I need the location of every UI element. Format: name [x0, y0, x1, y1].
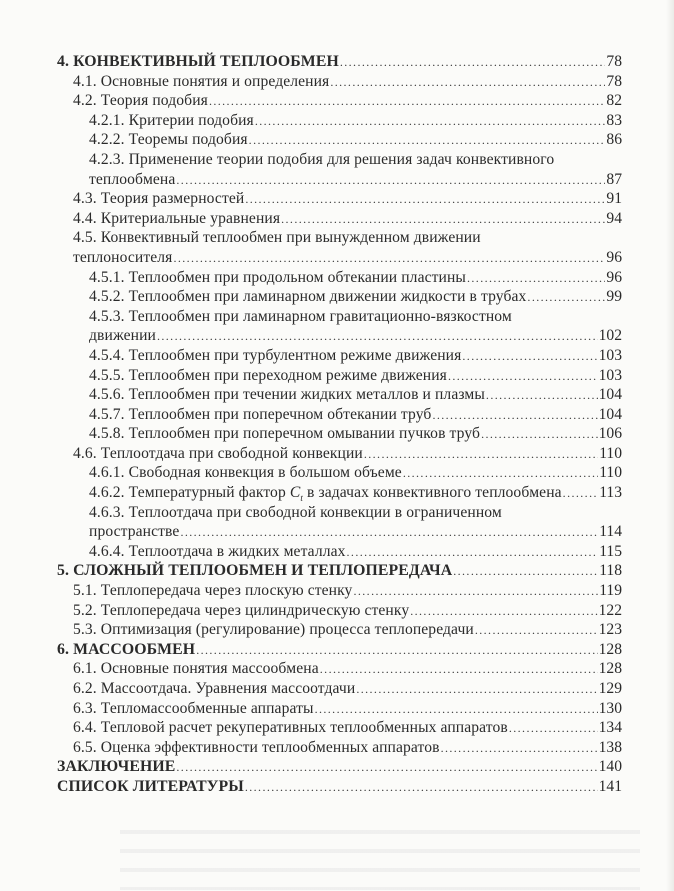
toc-subsection[interactable] — [0, 268, 674, 288]
dot-leader — [448, 367, 598, 387]
toc-page-number: 96 — [606, 248, 622, 266]
table-of-contents — [0, 52, 674, 797]
dot-leader — [486, 386, 598, 406]
dot-leader — [509, 719, 598, 739]
toc-entry — [73, 699, 622, 720]
toc-page-number: 123 — [598, 621, 622, 639]
toc-entry — [73, 601, 622, 622]
toc-page-number: 130 — [598, 699, 622, 717]
toc-title: 6.4. Тепловой расчет рекуперативных теплообменных аппаратов — [73, 719, 508, 737]
toc-title: 4.5.8. Теплообмен при поперечном омывании пучков труб — [89, 425, 481, 443]
toc-page-number: 82 — [606, 92, 622, 110]
toc-section[interactable] — [0, 601, 674, 621]
toc-chapter[interactable] — [0, 640, 674, 660]
toc-entry — [73, 228, 622, 248]
toc-section[interactable] — [0, 209, 674, 229]
dot-leader — [330, 73, 605, 93]
dot-leader — [340, 53, 606, 73]
toc-title: СПИСОК ЛИТЕРАТУРЫ — [57, 777, 244, 795]
toc-title: 4.6.3. Теплоотдача при свободной конвекции в ограниченном — [89, 503, 502, 521]
toc-page-number: 138 — [598, 738, 622, 756]
toc-section[interactable] — [0, 620, 674, 640]
toc-page-number: 96 — [606, 268, 622, 286]
toc-entry — [73, 72, 622, 93]
toc-entry — [73, 189, 622, 210]
toc-entry — [73, 444, 622, 465]
toc-page-number: 110 — [599, 444, 622, 462]
toc-entry — [89, 522, 622, 543]
toc-title: 5.2. Теплопередача через цилиндрическую стенку — [73, 601, 410, 619]
toc-page-number: 87 — [606, 170, 622, 188]
dot-leader — [441, 739, 598, 759]
toc-entry — [89, 424, 622, 445]
toc-title: 4.5.3. Теплообмен при ламинарном гравитационно-вязкостном — [89, 307, 512, 325]
toc-chapter[interactable] — [0, 52, 674, 72]
toc-entry — [73, 91, 622, 112]
variable-ct: $C_t$ — [289, 484, 303, 504]
toc-subsection[interactable] — [0, 346, 674, 366]
toc-subsection[interactable] — [0, 366, 674, 386]
toc-title: 6.1. Основные понятия массообмена — [73, 660, 319, 678]
toc-subsection[interactable] — [0, 424, 674, 444]
toc-section[interactable] — [0, 699, 674, 719]
toc-subsection-continuation[interactable] — [0, 326, 674, 346]
toc-title: ЗАКЛЮЧЕНИЕ — [57, 758, 176, 776]
toc-title: 4.5.7. Теплообмен при поперечном обтекании труб — [89, 405, 432, 423]
dot-leader — [281, 210, 605, 230]
dot-leader — [176, 758, 597, 778]
dot-leader — [410, 602, 597, 622]
toc-page-number: 115 — [599, 542, 622, 560]
toc-subsection[interactable] — [0, 130, 674, 150]
dot-leader — [462, 347, 597, 367]
toc-chapter[interactable] — [0, 777, 674, 797]
toc-entry — [57, 52, 622, 73]
toc-page-number: 83 — [606, 111, 622, 129]
dot-leader — [403, 464, 598, 484]
toc-section[interactable] — [0, 444, 674, 464]
toc-section[interactable] — [0, 679, 674, 699]
toc-page-number: 106 — [598, 425, 622, 443]
toc-title: 4.5.2. Теплообмен при ламинарном движении жидкости в трубах — [89, 288, 527, 306]
toc-entry — [89, 385, 622, 406]
toc-title: 4.6. Теплоотдача при свободной конвекции — [73, 444, 363, 462]
toc-section[interactable] — [0, 718, 674, 738]
toc-title: 5.3. Оптимизация (регулирование) процесса теплопередачи — [73, 621, 474, 639]
toc-title: теплообмена — [89, 170, 176, 188]
toc-entry — [89, 326, 622, 347]
toc-page-number: 140 — [598, 758, 622, 776]
toc-chapter[interactable] — [0, 757, 674, 777]
toc-page-number: 113 — [599, 484, 622, 502]
toc-section[interactable] — [0, 189, 674, 209]
toc-title: 6.5. Оценка эффективности теплообменных аппаратов — [73, 738, 440, 756]
dot-leader — [209, 92, 605, 112]
toc-title: 4.1. Основные понятия и определения — [73, 72, 330, 90]
toc-entry — [89, 268, 622, 289]
toc-title: 4.5.4. Теплообмен при турбулентном режиме движения — [89, 346, 462, 364]
toc-section[interactable] — [0, 72, 674, 92]
toc-title: 4.2.2. Теоремы подобия — [89, 131, 248, 149]
toc-page-number: 103 — [598, 346, 622, 364]
dot-leader — [157, 327, 598, 347]
toc-subsection-continuation[interactable] — [0, 170, 674, 190]
toc-page-number: 119 — [599, 582, 622, 600]
toc-entry — [73, 659, 622, 680]
toc-page-number: 141 — [598, 777, 622, 795]
toc-page-number: 78 — [606, 53, 622, 70]
toc-entry — [89, 346, 622, 367]
toc-page-number: 78 — [606, 72, 622, 90]
toc-section[interactable] — [0, 659, 674, 679]
toc-entry — [89, 463, 622, 484]
toc-entry — [57, 561, 622, 582]
dot-leader — [196, 641, 597, 661]
toc-page-number: 104 — [598, 405, 622, 423]
toc-title: 4.2.3. Применение теории подобия для решения задач конвективного — [89, 150, 555, 168]
toc-title: 4.2.1. Критерии подобия — [89, 111, 254, 129]
toc-entry — [73, 620, 622, 641]
toc-title: 4.6.1. Свободная конвекция в большом объеме — [89, 464, 402, 482]
toc-title: 5.1. Теплопередача через плоскую стенку — [73, 582, 353, 600]
toc-title: 4.5.5. Теплообмен при переходном режиме движения — [89, 366, 447, 384]
toc-title: 4.6.2. Температурный фактор $C_t$ в задачах конвективного теплообмена — [89, 484, 562, 504]
dot-leader — [315, 700, 598, 720]
toc-entry — [89, 111, 622, 132]
toc-title: 4.2. Теория подобия — [73, 92, 208, 110]
toc-page-number: 128 — [598, 640, 622, 658]
toc-title: 6. МАССООБМЕН — [57, 640, 196, 658]
toc-subsection[interactable] — [0, 503, 674, 523]
toc-subsection[interactable] — [0, 385, 674, 405]
toc-entry — [89, 307, 622, 327]
dot-leader — [527, 288, 605, 308]
toc-title: пространстве — [89, 523, 180, 541]
toc-title: 4.6.4. Теплоотдача в жидких металлах — [89, 542, 346, 560]
dot-leader — [249, 131, 606, 151]
toc-entry — [73, 248, 622, 269]
toc-page-number: 102 — [598, 327, 622, 345]
toc-entry — [89, 130, 622, 151]
toc-entry — [57, 777, 622, 798]
toc-entry — [57, 757, 622, 778]
toc-entry — [73, 738, 622, 759]
dot-leader — [453, 562, 598, 582]
toc-subsection[interactable] — [0, 150, 674, 170]
toc-title: 6.2. Массоотдача. Уравнения массоотдачи — [73, 680, 356, 697]
toc-entry — [73, 209, 622, 230]
toc-subsection[interactable] — [0, 307, 674, 327]
toc-page-number: 103 — [598, 366, 622, 384]
toc-title: движении — [89, 327, 156, 345]
toc-entry — [89, 150, 622, 170]
toc-page-number: 94 — [606, 209, 622, 227]
toc-page-number: 104 — [598, 386, 622, 404]
toc-page-number: 129 — [598, 680, 622, 697]
toc-title: 4.5.6. Теплообмен при течении жидких металлов и плазмы — [89, 386, 485, 404]
toc-title: 4.3. Теория размерностей — [73, 190, 245, 208]
dot-leader — [467, 269, 605, 289]
toc-title: 4. КОНВЕКТИВНЫЙ ТЕПЛООБМЕН — [57, 53, 339, 70]
toc-subsection[interactable] — [0, 463, 674, 483]
toc-subsection-continuation[interactable] — [0, 522, 674, 542]
toc-subsection[interactable] — [0, 483, 674, 503]
toc-subsection[interactable] — [0, 287, 674, 307]
toc-entry — [73, 718, 622, 739]
toc-entry — [89, 366, 622, 387]
dot-leader — [356, 680, 597, 700]
dot-leader — [180, 523, 598, 543]
toc-page-number: 128 — [598, 660, 622, 678]
dot-leader — [475, 621, 598, 641]
dot-leader — [245, 190, 605, 210]
dot-leader — [353, 582, 598, 602]
bleed-through-text — [120, 820, 640, 890]
dot-leader — [320, 660, 598, 680]
toc-entry — [89, 170, 622, 191]
toc-title: 4.4. Критериальные уравнения — [73, 209, 281, 227]
toc-page-number: 110 — [599, 464, 622, 482]
toc-section-continuation[interactable] — [0, 248, 674, 268]
toc-section[interactable] — [0, 228, 674, 248]
toc-entry — [73, 679, 622, 700]
toc-entry — [89, 405, 622, 426]
toc-page-number: 114 — [599, 523, 622, 541]
toc-title: 5. СЛОЖНЫЙ ТЕПЛООБМЕН И ТЕПЛОПЕРЕДАЧА — [57, 562, 453, 580]
toc-page-number: 99 — [606, 288, 622, 306]
toc-page-number: 86 — [606, 131, 622, 149]
dot-leader — [364, 445, 598, 465]
dot-leader — [173, 249, 605, 269]
toc-entry — [89, 542, 622, 563]
dot-leader — [347, 543, 599, 563]
toc-title: теплоносителя — [73, 248, 173, 266]
toc-page-number: 134 — [598, 719, 622, 737]
toc-subsection[interactable] — [0, 111, 674, 131]
toc-section[interactable] — [0, 91, 674, 111]
toc-entry — [73, 581, 622, 602]
toc-title: 4.5. Конвективный теплообмен при вынужденном движении — [73, 229, 481, 247]
toc-entry — [89, 503, 622, 523]
toc-page-number: 91 — [606, 190, 622, 208]
toc-chapter[interactable] — [0, 561, 674, 581]
toc-section[interactable] — [0, 581, 674, 601]
toc-page-number: 122 — [598, 601, 622, 619]
dot-leader — [176, 171, 605, 191]
toc-entry — [57, 640, 622, 661]
toc-title: 4.5.1. Теплообмен при продольном обтекании пластины — [89, 268, 466, 286]
toc-entry — [89, 287, 622, 308]
dot-leader — [481, 425, 598, 445]
toc-title: 6.3. Тепломассообменные аппараты — [73, 699, 314, 717]
dot-leader — [432, 406, 597, 426]
dot-leader — [245, 778, 598, 798]
toc-subsection[interactable] — [0, 405, 674, 425]
dot-leader — [255, 112, 606, 132]
dot-leader — [563, 484, 599, 504]
toc-page-number: 118 — [599, 562, 622, 580]
toc-section[interactable] — [0, 738, 674, 758]
toc-subsection[interactable] — [0, 542, 674, 562]
